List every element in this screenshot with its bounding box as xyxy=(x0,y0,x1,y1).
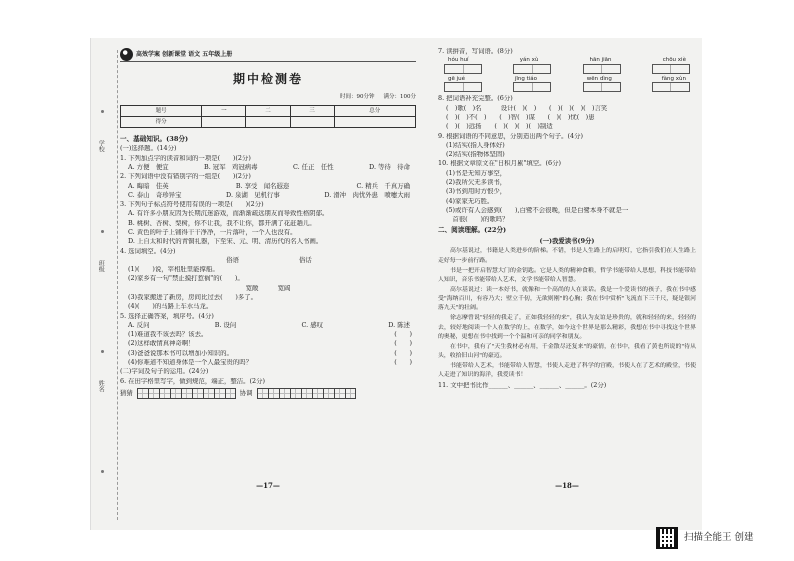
page-title: 期中检测卷 xyxy=(232,72,303,86)
word-choice: 俗话 xyxy=(299,255,312,264)
page-number: —18— xyxy=(555,481,579,490)
option-row xyxy=(120,192,416,200)
article-paragraph: 高尔基说过：读一本好书，就像和一个高尚的人在谈话。我是一个爱读书的孩子，我在书中感受"海纳百川，有容乃大；壁立千仞，无欲则刚"的心胸；我在书中赏析"飞流直下三千尺，疑是银河落九天"的壮阔。 xyxy=(438,286,696,312)
fill-line: (4)( )的马路上车水马龙。 xyxy=(128,303,213,311)
binding-class-label: 班级 xyxy=(97,260,105,272)
binding-school-label: 学校 xyxy=(97,140,105,152)
section-heading: 一、基础知识。(38分) xyxy=(120,134,189,143)
pinyin: jīng tiáo xyxy=(514,75,538,82)
score-header: 二 xyxy=(246,105,290,116)
page-number: —17— xyxy=(256,481,280,490)
answer-box[interactable] xyxy=(583,82,621,92)
question: 8. 把词语补充完整。(6分) xyxy=(438,95,513,103)
answer-box[interactable] xyxy=(513,64,551,74)
option: C. 感叹 xyxy=(301,320,323,329)
answer-box[interactable] xyxy=(444,64,482,74)
fill-line: (2)家乡有一句"禁止摸打惹祸"的( )。 xyxy=(128,275,244,283)
option: D. 泉湖 见机行事 xyxy=(226,190,280,199)
score-cell xyxy=(290,116,334,127)
grid-word: 协调 xyxy=(239,388,253,397)
time-label: 时间：90分钟 xyxy=(339,94,375,101)
option-row xyxy=(120,322,416,330)
fill-line: (3)我家搬进了新房，房间比过去( )多了。 xyxy=(128,293,258,301)
article-paragraph: 徐志摩曾说"轻轻的我走了，正如我轻轻的来"，我认为友谊是珍贵的，就和轻轻的来，轻轻的去，较好地阅读一个人在数学的上，在数学，如今这个世界是那么精彩，我想在书中寻找这个世界的奥秘，更想在书中找到一个个温和可亲的同学和朋友。 xyxy=(438,315,696,340)
answer-box[interactable] xyxy=(513,82,551,92)
option: D. 陈述 xyxy=(388,320,410,329)
subsection-heading: (二)字词及句子的运用。(24分) xyxy=(120,368,209,376)
fill-line: ( )( )不( ) ( )智( )谋 ( )( )忧( )患 xyxy=(446,114,595,122)
word-pair: 宽敞 宽阔 xyxy=(245,284,291,292)
article-paragraph: 书是一把开启智慧大门的金钥匙。它是人类的精神食粮，哲学书能带给人思想，科技书能带给人知识，音乐书能带给人艺术，文学书能带给人智慧。 xyxy=(438,267,696,283)
writing-grid xyxy=(120,388,416,399)
section-heading: 二、阅读理解。(22分) xyxy=(438,225,507,234)
score-header: 三 xyxy=(290,105,334,116)
option: C. 精兵 千真万确 xyxy=(356,181,410,190)
answer-boxes xyxy=(438,64,696,74)
fill-line: (1)结实(指人身体好) xyxy=(446,141,505,149)
fill-line: (5)或许有人会感到( ),白鹭不会很晚，但是白鹭本身不就是一 xyxy=(446,206,629,214)
fill-line: (3)书到用时方恨少， xyxy=(446,188,507,196)
option: B. 享受 闻名遐迩 xyxy=(235,181,290,190)
question: 3. 下列句子标点符号使用有误的一项是( )(2分) xyxy=(120,201,264,209)
fill-line: 首很( )的歌吗？ xyxy=(446,216,509,224)
option: B. 设问 xyxy=(214,320,237,329)
score-cell xyxy=(334,116,415,127)
pinyin: hān jiān xyxy=(589,57,612,64)
binding-hole xyxy=(101,230,104,233)
right-page xyxy=(438,46,696,498)
score-header: 一 xyxy=(202,105,246,116)
fill-line: (4)你难道不知道身体是一个人最宝贵的吗？ ( ) xyxy=(128,358,412,366)
question: 10. 根据文章原文在"日积月累"填空。(6分) xyxy=(438,160,561,168)
question: 2. 下列词语中没有错别字的一组是( )(2分) xyxy=(120,173,251,181)
article-title: (一)我爱读书(9分) xyxy=(539,236,595,245)
question: 4. 选词填空。(4分) xyxy=(120,247,176,255)
option: A. 方便 便宜 xyxy=(128,163,169,172)
brand-label: 高效学案 创新课堂 语文 五年级上册 xyxy=(136,50,233,58)
full-score-label: 满分：100分 xyxy=(383,94,416,101)
word-choice: 俗语 xyxy=(226,255,239,264)
binding-margin xyxy=(92,50,118,520)
mascot-logo-icon xyxy=(120,48,133,61)
option: D. 滑冲 肉忧外患 喷嚏大雨 xyxy=(324,190,410,199)
fill-line: (1)难道我不该去吗？该去。 ( ) xyxy=(128,331,412,339)
option-row xyxy=(120,164,416,172)
score-header: 题号 xyxy=(121,105,202,116)
score-header: 总分 xyxy=(334,105,415,116)
fill-line: (2)这样敢情真神奇啊！ ( ) xyxy=(128,340,412,348)
answer-box[interactable] xyxy=(444,82,482,92)
score-cell xyxy=(202,116,246,127)
pinyin: hóu huí xyxy=(448,57,469,64)
fill-line: (1)( )说，宰相肚里能撑船。 xyxy=(128,266,219,274)
option-line: D. 上自太和时代的青铜礼器，下至宋、元、明、清历代的名人书画。 xyxy=(128,238,323,246)
question: 5. 选择正确答案，填序号。(4分) xyxy=(120,312,214,320)
binding-hole xyxy=(101,470,104,473)
option: C. 泰山 奇珍异宝 xyxy=(128,190,182,199)
answer-box[interactable] xyxy=(652,64,690,74)
fill-line: ( )歌( )名 设计( )( ) ( )( )( )( )言笑 xyxy=(446,104,608,112)
option: C. 任正 任性 xyxy=(292,163,334,172)
option: A. 反问 xyxy=(128,320,150,329)
pinyin: fàng xùn xyxy=(661,75,686,82)
pinyin: yán xù xyxy=(519,57,539,64)
score-table xyxy=(120,105,416,128)
option-line: A. 有许多小朋友因为长期沉迷游戏，而渐渐疏远朋友而导致性格阴郁。 xyxy=(128,210,329,218)
article-paragraph: 书能带给人艺术，书能带给人智慧，书使人走进了科学的宫殿，书使人在了艺术的殿堂，书使人走进了知识的海洋，我爱读书！ xyxy=(438,363,696,379)
option-row xyxy=(120,183,416,191)
binding-name-label: 姓名 xyxy=(97,380,105,392)
article-paragraph: 在书中，我有了"天生我材必有用，千金散尽还复来"的豪情，在书中，我看了黄也所说的"待从头，收拾旧山河"的豪迈。 xyxy=(438,343,696,359)
binding-hole xyxy=(101,350,104,353)
question: 7. 读拼音，写词语。(8分) xyxy=(438,47,513,55)
tianzige-cells[interactable] xyxy=(257,388,356,399)
binding-hole xyxy=(101,110,104,113)
question: 11. 文中把书比作______、______、______、______。(2分) xyxy=(438,381,607,389)
question: 6. 在田字格里写字，做到规范，端正，整洁。(2分) xyxy=(120,377,265,385)
option-line: C. 黄色的叶子上铺得干干净净，一片落叶，一个人也没有。 xyxy=(128,229,297,237)
answer-box[interactable] xyxy=(652,82,690,92)
tianzige-cells[interactable] xyxy=(137,388,236,399)
fill-line: (2)我所欠无多读书， xyxy=(446,179,507,186)
answer-box[interactable] xyxy=(583,64,621,74)
fill-line: (1)书是无知万事空， xyxy=(446,169,507,177)
left-page xyxy=(120,48,416,498)
pinyin: chōu xiè xyxy=(662,57,686,64)
pinyin: gē jué xyxy=(448,75,466,82)
subsection-heading: (一)选择题。(14分) xyxy=(120,145,177,153)
qr-code-icon xyxy=(656,527,678,549)
article-paragraph: 高尔基说过，书籍是人类进步的阶梯。不错，书是人生路上的启明灯，它指引我们在人生路上走好每一步前行路。 xyxy=(438,248,696,264)
fill-line: (3)爸爸说那本书可以增加小知识的。 ( ) xyxy=(128,349,412,357)
fill-line: ( )( )远扬 ( )( )( )( )制适 xyxy=(446,123,553,131)
option: B. 冠军 鸡冠病毒 xyxy=(204,163,258,172)
answer-boxes xyxy=(438,82,696,92)
pinyin-row xyxy=(438,76,696,83)
word-pair xyxy=(120,257,416,265)
option: A. 晦暗 佳英 xyxy=(128,181,169,190)
option-line: B. 桃树、杏树、梨树，你不让我，我不让你，都开满了花赶趟儿。 xyxy=(128,219,316,227)
option: D. 等待 待命 xyxy=(369,163,410,172)
pinyin: wēn dìng xyxy=(586,75,612,82)
score-row-label: 得分 xyxy=(121,116,202,127)
exam-meta xyxy=(120,94,416,101)
question: 1. 下列加点字的读音和词的一项是( )(2分) xyxy=(120,154,251,162)
question: 9. 根据词语的不同意思，分别造出两个句子。(4分) xyxy=(438,132,583,140)
score-cell xyxy=(246,116,290,127)
fill-line: (2)结实(指物体坚固) xyxy=(446,151,505,159)
fill-line: (4)家家无巧胜。 xyxy=(446,197,494,205)
grid-word: 猜猜 xyxy=(120,388,133,397)
pinyin-row xyxy=(438,57,696,64)
scanner-watermark: 扫描全能王 创建 xyxy=(684,532,754,543)
header-bar xyxy=(120,48,416,62)
